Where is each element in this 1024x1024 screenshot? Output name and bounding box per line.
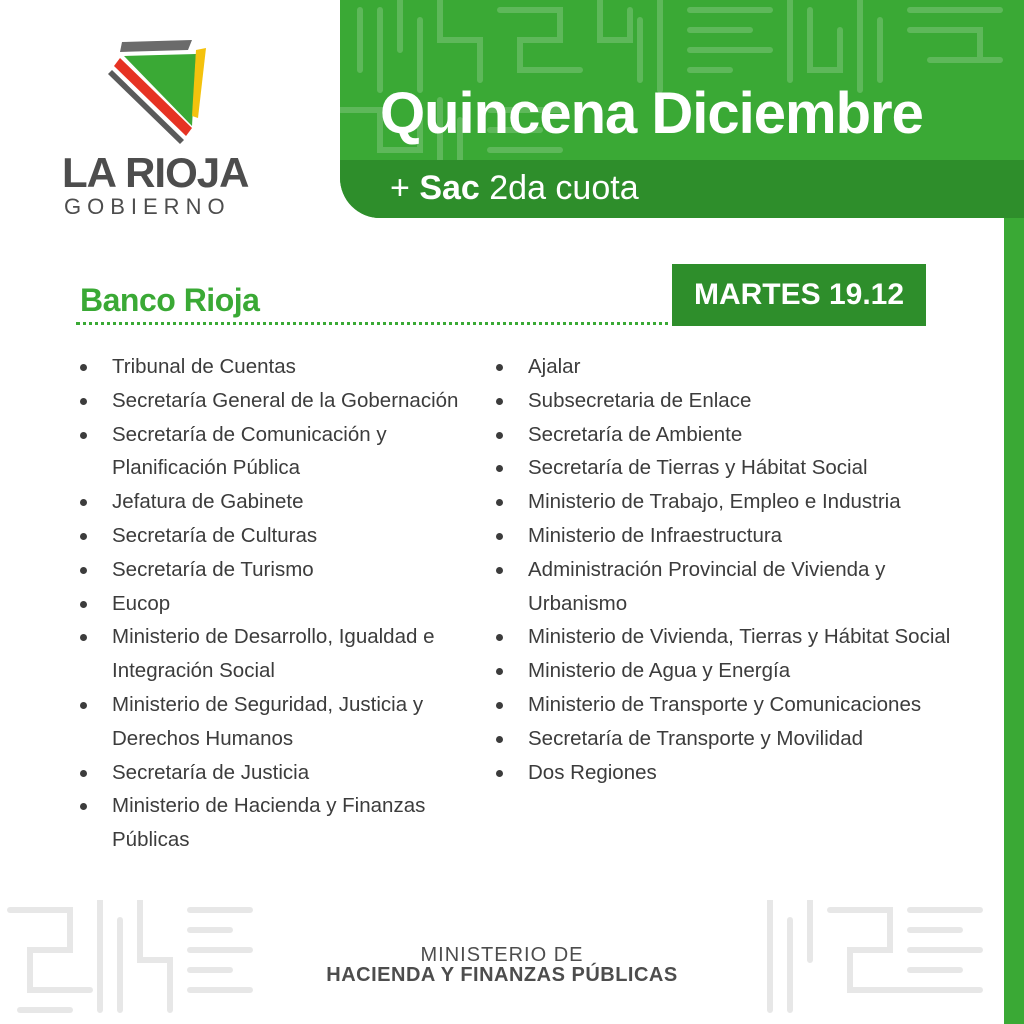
list-item: Administración Provincial de Vivienda y Urbanismo <box>496 553 956 621</box>
bullet-icon <box>80 803 87 810</box>
list-item: Eucop <box>80 587 480 621</box>
bullet-icon <box>496 702 503 709</box>
list-item: Secretaría de Tierras y Hábitat Social <box>496 451 956 485</box>
bullet-icon <box>80 770 87 777</box>
bullet-icon <box>496 736 503 743</box>
logo-wordmark: LA RIOJA <box>62 149 249 196</box>
bullet-icon <box>496 567 503 574</box>
list-item: Secretaría de Comunicación y Planificación Pública <box>80 418 480 486</box>
bullet-icon <box>80 601 87 608</box>
list-item: Subsecretaria de Enlace <box>496 384 956 418</box>
bullet-icon <box>496 465 503 472</box>
list-item: Ministerio de Hacienda y Finanzas Públicas <box>80 789 480 857</box>
list-item: Secretaría de Ambiente <box>496 418 956 452</box>
footer-ministry-line1: MINISTERIO DE <box>420 944 584 966</box>
page-subtitle <box>390 168 990 209</box>
list-item: Ministerio de Desarrollo, Igualdad e Integración Social <box>80 620 480 688</box>
list-item: Jefatura de Gabinete <box>80 485 480 519</box>
list-item: Ministerio de Vivienda, Tierras y Hábitat Social <box>496 620 956 654</box>
date-badge: MARTES 19.12 <box>672 264 926 326</box>
list-item: Ministerio de Agua y Energía <box>496 654 956 688</box>
bullet-icon <box>80 567 87 574</box>
agency-list-left <box>80 350 480 857</box>
list-item: Ajalar <box>496 350 956 384</box>
bullet-icon <box>496 499 503 506</box>
bullet-icon <box>496 634 503 641</box>
subtitle-rest: 2da cuota <box>479 169 639 207</box>
logo-subtitle: GOBIERNO <box>64 194 231 219</box>
bullet-icon <box>80 499 87 506</box>
page-title: Quincena Diciembre <box>380 81 923 146</box>
list-item: Dos Regiones <box>496 756 956 790</box>
list-item: Tribunal de Cuentas <box>80 350 480 384</box>
bullet-icon <box>80 533 87 540</box>
right-accent-bar <box>1004 218 1024 1024</box>
subtitle-sac: Sac <box>419 169 480 207</box>
list-item: Secretaría de Turismo <box>80 553 480 587</box>
list-item: Secretaría de Justicia <box>80 756 480 790</box>
bullet-icon <box>496 398 503 405</box>
bank-name: Banco Rioja <box>80 282 260 318</box>
list-item: Ministerio de Transporte y Comunicaciones <box>496 688 956 722</box>
section-divider <box>76 322 676 325</box>
bullet-icon <box>496 364 503 371</box>
list-item: Ministerio de Trabajo, Empleo e Industria <box>496 485 956 519</box>
list-item: Ministerio de Seguridad, Justicia y Derechos Humanos <box>80 688 480 756</box>
subtitle-prefix: + <box>390 169 420 207</box>
bullet-icon <box>496 432 503 439</box>
bullet-icon <box>496 668 503 675</box>
list-item: Ministerio de Infraestructura <box>496 519 956 553</box>
footer-ministry-line2: HACIENDA Y FINANZAS PÚBLICAS <box>326 964 678 986</box>
bullet-icon <box>80 702 87 709</box>
list-item: Secretaría General de la Gobernación <box>80 384 480 418</box>
agency-list-right <box>496 350 956 789</box>
list-item: Secretaría de Culturas <box>80 519 480 553</box>
list-item: Secretaría de Transporte y Movilidad <box>496 722 956 756</box>
bullet-icon <box>80 398 87 405</box>
bullet-icon <box>80 364 87 371</box>
bullet-icon <box>496 770 503 777</box>
bullet-icon <box>80 634 87 641</box>
bullet-icon <box>80 432 87 439</box>
la-rioja-logo-icon <box>100 36 220 146</box>
bullet-icon <box>496 533 503 540</box>
